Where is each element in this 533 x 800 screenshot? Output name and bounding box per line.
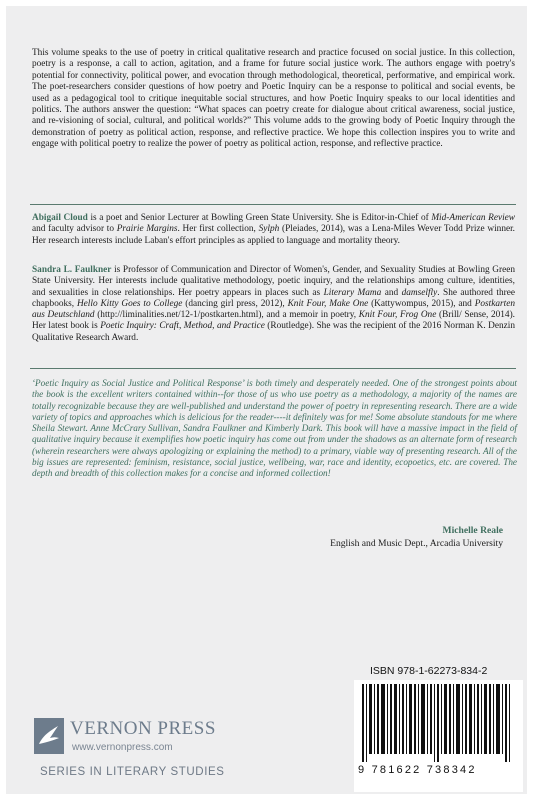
- divider-top: [30, 204, 516, 205]
- back-cover: [6, 6, 527, 794]
- divider-bottom: [30, 368, 516, 369]
- author-name: Sandra L. Faulkner: [32, 265, 112, 275]
- barcode: [354, 680, 523, 792]
- vernon-press-bird-logo-icon: [34, 718, 64, 754]
- bio-sandra-faulkner: Sandra L. Faulkner is Professor of Communication and Director of Women's, Gender, and Sexuality Studies at Bowling Green State University. Her interests include qualitative methodology, poetic inquiry, and the relationships among culture, identities, and sexualities in close relationships. Her poetry appears in places such as Literary Mama and damselfly. She authored three chapbooks, Hello Kitty Goes to College (dancing girl press, 2012), Knit Four, Make One (Kattywompus, 2015), and Postkarten aus Deutschland (http://liminalities.net/12-1/postkarten.html), and a memoir in poetry, Knit Four, Frog One (Brill/ Sense, 2014). Her latest book is Poetic Inquiry: Craft, Method, and Practice (Routledge). She was the recipient of the 2016 Norman K. Denzin Qualitative Research Award.: [32, 265, 516, 343]
- publisher-url: www.vernonpress.com: [72, 742, 173, 753]
- reviewer-credit: [330, 524, 503, 550]
- review-quote: ‘Poetic Inquiry as Social Justice and Political Response’ is both timely and desperately needed. One of the strongest points about the book is the excellent writers contained within--for those of us who use poetry as a methodology, a majority of the names are totally recognizable because they are well-published and understand the power of poetry in representing research. There are a wide variety of topics and approaches which is delicious for the reader----it definitely was for me! Some absolute standouts for me where Sheila Stewart. Anne McCrary Sullivan, Sandra Faulkner and Kimberly Dark. This book will have a massive impact in the field of qualitative inquiry because it exemplifies how poetic inquiry has come out from under the shadows as an alternate form of research (wherein researchers were always apologizing or explaining the method) to a primary, viable way of presenting research. All of the big issues are represented: feminism, resistance, social justice, wellbeing, war, race and identity, ecopoetics, etc. are covered. The depth and breadth of this collection makes for a concise and informed collection!: [32, 378, 517, 479]
- book-description: This volume speaks to the use of poetry in critical qualitative research and practice focused on social justice. In this collection, poetry is a response, a call to action, agitation, and a frame for future social justice work. The authors engage with poetry's potential for connectivity, political power, and evocation through methodological, theoretical, performative, and empirical work. The poet-researchers consider questions of how poetry and Poetic Inquiry can be a response to political and social events, be used as a pedagogical tool to critique inequitable social structures, and how Poetic Inquiry speaks to our local identities and politics. The authors answer the question: “What spaces can poetry create for dialogue about critical awareness, social justice, and re-visioning of social, cultural, and political worlds?” This volume adds to the growing body of Poetic Inquiry through the demonstration of poetry as political action, response, and reflective practice. We hope this collection inspires you to write and engage with political poetry to realize the power of poetry as political action, response, and reflective practice.: [32, 48, 515, 150]
- reviewer-affiliation: English and Music Dept., Arcadia University: [330, 538, 503, 549]
- bio-abigail-cloud: Abigail Cloud is a poet and Senior Lecturer at Bowling Green State University. She is Editor-in-Chief of Mid-American Review and faculty advisor to Prairie Margins. Her first collection, Sylph (Pleiades, 2014), was a Lena-Miles Wever Todd Prize winner. Her research interests include Laban's effort principles as applied to language and mortality theory.: [32, 213, 516, 246]
- series-name: SERIES IN LITERARY STUDIES: [40, 766, 225, 778]
- publisher-name: VERNON PRESS: [70, 718, 216, 739]
- isbn-label: ISBN 978-1-62273-834-2: [370, 665, 488, 677]
- isbn-digits: 9 781622 738342: [358, 764, 477, 776]
- author-name: Abigail Cloud: [32, 213, 88, 223]
- barcode-icon: [362, 684, 514, 762]
- reviewer-name: Michelle Reale: [442, 525, 503, 536]
